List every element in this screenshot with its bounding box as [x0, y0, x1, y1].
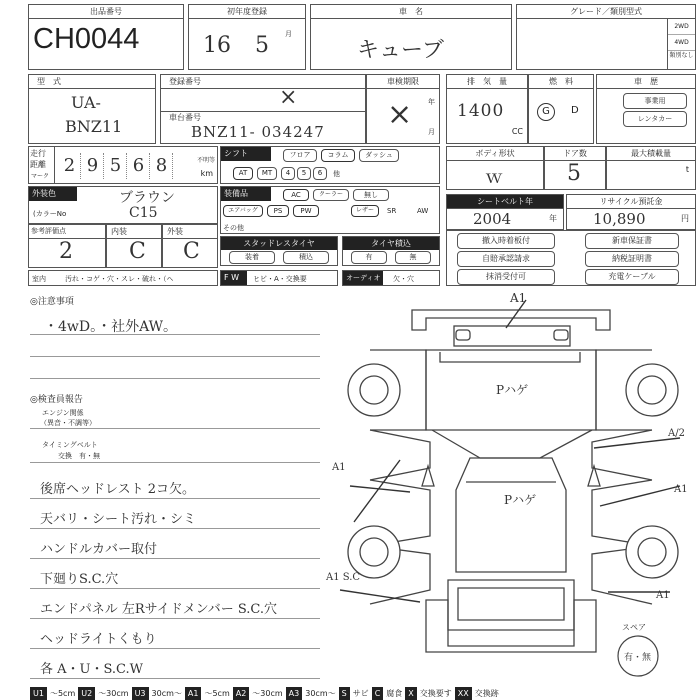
- equip-sr: SR: [387, 207, 397, 215]
- studless-loaded: 積込: [283, 251, 329, 264]
- doors-value: 5: [567, 161, 581, 186]
- legend-value: 30cm〜: [151, 689, 182, 698]
- rating-box: [28, 224, 106, 268]
- legend-value: 交換要す: [419, 689, 452, 698]
- legend-key: A3: [286, 687, 303, 700]
- interior-note-text: 汚れ・コゲ・穴・スレ・破れ・（ヘ: [65, 275, 174, 283]
- fuel-g: G: [537, 103, 555, 121]
- inspection-year-unit: 年: [428, 98, 435, 106]
- mark-right-rear: A1: [674, 484, 688, 495]
- first-reg-month-unit: 月: [285, 30, 292, 38]
- car-damage-diagram: [326, 290, 700, 680]
- equip-ac: AC: [283, 189, 309, 201]
- fuel-label: 燃 料: [529, 75, 593, 89]
- inspector-item: ヘッドライトくもり: [40, 632, 157, 647]
- fw-text: ヒビ・A・交換要: [253, 275, 307, 283]
- mark-right-low: A1: [656, 590, 670, 601]
- grade-4wd: 4WD: [668, 35, 695, 51]
- equip-ps: PS: [267, 205, 289, 217]
- color-value: ブラウン: [119, 190, 175, 206]
- equip-leather: レザー: [351, 205, 379, 217]
- capacity-box: [606, 146, 696, 190]
- grade-none: 類別なし: [669, 52, 694, 59]
- seatbelt-unit: 年: [549, 214, 557, 223]
- shift-label: シフト: [221, 147, 271, 161]
- recycle-value: 10,890: [593, 210, 646, 228]
- mileage-digit: 5: [105, 153, 127, 179]
- equip-pw: PW: [293, 205, 319, 217]
- mark-hood: Pハゲ: [504, 493, 537, 507]
- fuel-box: [528, 74, 594, 144]
- mileage-unit-top: 不明等: [196, 157, 215, 164]
- audio-label: オーディオ: [343, 271, 383, 285]
- model-box: [28, 74, 156, 144]
- body-shape-value: ｗ: [485, 167, 503, 188]
- exterior-box: [162, 224, 218, 268]
- chassis-label: 車台番号: [161, 111, 365, 124]
- mileage-digit: 2: [59, 153, 81, 179]
- damage-legend: [30, 687, 502, 700]
- history-rental: レンタカー: [623, 111, 687, 127]
- inspector-item: 下廻りS.C.穴: [40, 572, 119, 587]
- tire-load-label: タイヤ積込: [343, 237, 439, 250]
- spare-opts: 有・無: [624, 653, 652, 663]
- mark-right-door: A/2: [668, 428, 685, 439]
- history-box: [596, 74, 696, 144]
- tire-load-yes: 有: [351, 251, 387, 264]
- lot-value: CH0044: [33, 23, 140, 55]
- inspector-item: ハンドルカバー取付: [40, 542, 158, 557]
- inspector-timing: タイミングベルト: [42, 441, 98, 449]
- inspection-box: [366, 74, 440, 144]
- car-name-value: キューブ: [357, 38, 444, 63]
- legend-value: 〜5cm: [204, 689, 230, 698]
- mileage-sub: マーク: [31, 173, 50, 180]
- notes-title: ◎注意事項: [30, 297, 74, 307]
- legend-key: XX: [455, 687, 472, 700]
- color-code: C15: [129, 205, 158, 221]
- equipment-box: [220, 186, 440, 234]
- model-value1: UA-: [71, 93, 101, 112]
- equip-other: その他: [223, 224, 244, 232]
- seatbelt-label: シートベルト年: [447, 195, 563, 209]
- inspection-label: 車検期限: [367, 75, 439, 89]
- grade-label: グレード／類別型式: [517, 5, 695, 19]
- mileage-label: 走行距離: [30, 149, 46, 169]
- mark-roof: Pハゲ: [496, 383, 529, 397]
- recycle-label: リサイクル預託金: [567, 195, 695, 209]
- history-label: 車 歴: [597, 75, 695, 89]
- docs-box: [446, 230, 696, 286]
- inspector-timing-sub: 交換 有・無: [58, 452, 100, 460]
- shift-5: 5: [297, 167, 311, 180]
- body-shape-label: ボディ形状: [447, 147, 543, 161]
- shift-column: コラム: [321, 149, 355, 162]
- mileage-digit: 8: [151, 153, 173, 179]
- mileage-digit: 6: [128, 153, 150, 179]
- legend-value: 腐食: [386, 689, 403, 698]
- equip-aw: AW: [417, 207, 429, 215]
- car-name-box: [310, 4, 512, 70]
- mark-top: A1: [510, 291, 527, 305]
- mileage-digits: [59, 153, 173, 179]
- inspection-value: ×: [387, 97, 413, 132]
- grade-2wd: 2WD: [668, 19, 695, 35]
- spare-label: スペア: [622, 623, 646, 632]
- doc-warranty: 新車保証書: [585, 233, 679, 249]
- shift-floor: フロア: [283, 149, 317, 162]
- shift-dash: ダッシュ: [359, 149, 399, 162]
- model-label: 型 式: [29, 75, 155, 89]
- tire-load-no: 無: [395, 251, 431, 264]
- first-reg-month: 5: [255, 33, 269, 58]
- shift-mt: MT: [257, 167, 277, 180]
- recycle-unit: 円: [681, 214, 689, 223]
- reg-no-label: 登録番号: [161, 75, 365, 89]
- fw-label: F W: [221, 271, 247, 285]
- doc-plate: 撤入時着板付: [457, 233, 555, 249]
- color-label: 外装色: [29, 187, 77, 201]
- studless-mounted: 装着: [229, 251, 275, 264]
- interior-label: 内装: [107, 225, 161, 239]
- mark-left-rear: A1 S.C: [326, 572, 361, 583]
- lot-label: 出品番号: [29, 5, 183, 19]
- seatbelt-box: [446, 194, 564, 230]
- audio-text: 欠・穴: [393, 275, 414, 283]
- legend-key: X: [405, 687, 416, 700]
- lot-box: [28, 4, 184, 70]
- interior-value: C: [129, 239, 146, 264]
- interior-note-box: [28, 270, 218, 286]
- first-reg-label: 初年度登録: [189, 5, 305, 19]
- legend-key: S: [339, 687, 350, 700]
- displacement-unit: CC: [511, 127, 523, 136]
- grade-box: [516, 4, 696, 70]
- shift-box: [220, 146, 440, 184]
- interior-box: [106, 224, 162, 268]
- equip-none: 無し: [353, 189, 389, 201]
- doc-tax: 納税証明書: [585, 251, 679, 267]
- legend-key: A1: [185, 687, 202, 700]
- displacement-label: 排 気 量: [447, 75, 527, 89]
- inspector-item: 天バリ・シート汚れ・シミ: [40, 512, 197, 527]
- shift-at: AT: [233, 167, 253, 180]
- reg-chassis-box: [160, 74, 366, 144]
- inspector-title: ◎検査員報告: [30, 395, 83, 405]
- doc-deregister: 抹消受付可: [457, 269, 555, 285]
- equip-airbag: エアバッグ: [223, 205, 263, 217]
- legend-key: U2: [78, 687, 95, 700]
- rating-value: 2: [59, 239, 73, 264]
- car-name-label: 車 名: [311, 5, 511, 19]
- recycle-box: [566, 194, 696, 230]
- equip-cooler: クーラー: [313, 189, 349, 201]
- history-business: 事業用: [623, 93, 687, 109]
- legend-key: U1: [30, 687, 47, 700]
- mileage-digit: 9: [82, 153, 104, 179]
- reg-no-value: ×: [279, 85, 298, 110]
- legend-value: 〜30cm: [98, 689, 129, 698]
- first-reg-box: [188, 4, 306, 70]
- displacement-value: 1400: [457, 101, 505, 121]
- legend-value: 〜5cm: [49, 689, 76, 698]
- mileage-unit: km: [200, 169, 213, 178]
- fw-box: [220, 270, 338, 286]
- legend-value: 〜30cm: [252, 689, 283, 698]
- audio-box: [342, 270, 440, 286]
- legend-key: C: [372, 687, 384, 700]
- doc-cable: 充電ケーブル: [585, 269, 679, 285]
- doc-insurance: 自賠承認請求: [457, 251, 555, 267]
- studless-label: スタッドレスタイヤ: [221, 237, 337, 250]
- fuel-d: D: [571, 105, 579, 116]
- legend-value: サビ: [352, 689, 369, 698]
- displacement-box: [446, 74, 528, 144]
- inspector-item: エンドパネル 左Rサイドメンバー S.C.穴: [40, 602, 278, 617]
- inspector-item: 後席ヘッドレスト 2コ欠。: [40, 482, 196, 497]
- equipment-label: 装備品: [221, 187, 271, 201]
- seatbelt-value: 2004: [473, 210, 512, 228]
- inspection-month-unit: 月: [428, 128, 435, 136]
- rating-label: 参考評価点: [29, 225, 105, 239]
- color-box: [28, 186, 218, 224]
- interior-note-label: 室内: [32, 275, 46, 283]
- legend-value: 交換跡: [474, 689, 499, 698]
- mileage-box: [28, 146, 218, 184]
- inspector-item: 各 A・U・S.C.W: [40, 662, 144, 677]
- doors-box: [544, 146, 606, 190]
- mark-left: A1: [332, 462, 346, 473]
- studless-box: [220, 236, 338, 266]
- legend-value: 30cm〜: [305, 689, 336, 698]
- inspector-engine-sub: （異音・不調等）: [40, 419, 96, 427]
- shift-other: 他: [333, 170, 340, 178]
- capacity-label: 最大積載量: [607, 147, 695, 161]
- body-shape-box: [446, 146, 544, 190]
- capacity-unit: t: [685, 165, 689, 174]
- inspector-engine: エンジン関係: [42, 409, 84, 417]
- shift-6: 6: [313, 167, 327, 180]
- shift-4: 4: [281, 167, 295, 180]
- first-reg-year: 16: [203, 33, 231, 58]
- chassis-value: BNZ11- 034247: [191, 123, 325, 141]
- exterior-label: 外装: [163, 225, 217, 239]
- color-code-label: (カラーNo: [33, 210, 67, 218]
- tire-load-box: [342, 236, 440, 266]
- legend-key: A2: [233, 687, 250, 700]
- doors-label: ドア数: [545, 147, 605, 161]
- legend-key: U3: [132, 687, 149, 700]
- notes-line1: ・4wD。・社外AW。: [44, 319, 178, 335]
- model-value2: BNZ11: [65, 117, 123, 136]
- exterior-value: C: [183, 239, 200, 264]
